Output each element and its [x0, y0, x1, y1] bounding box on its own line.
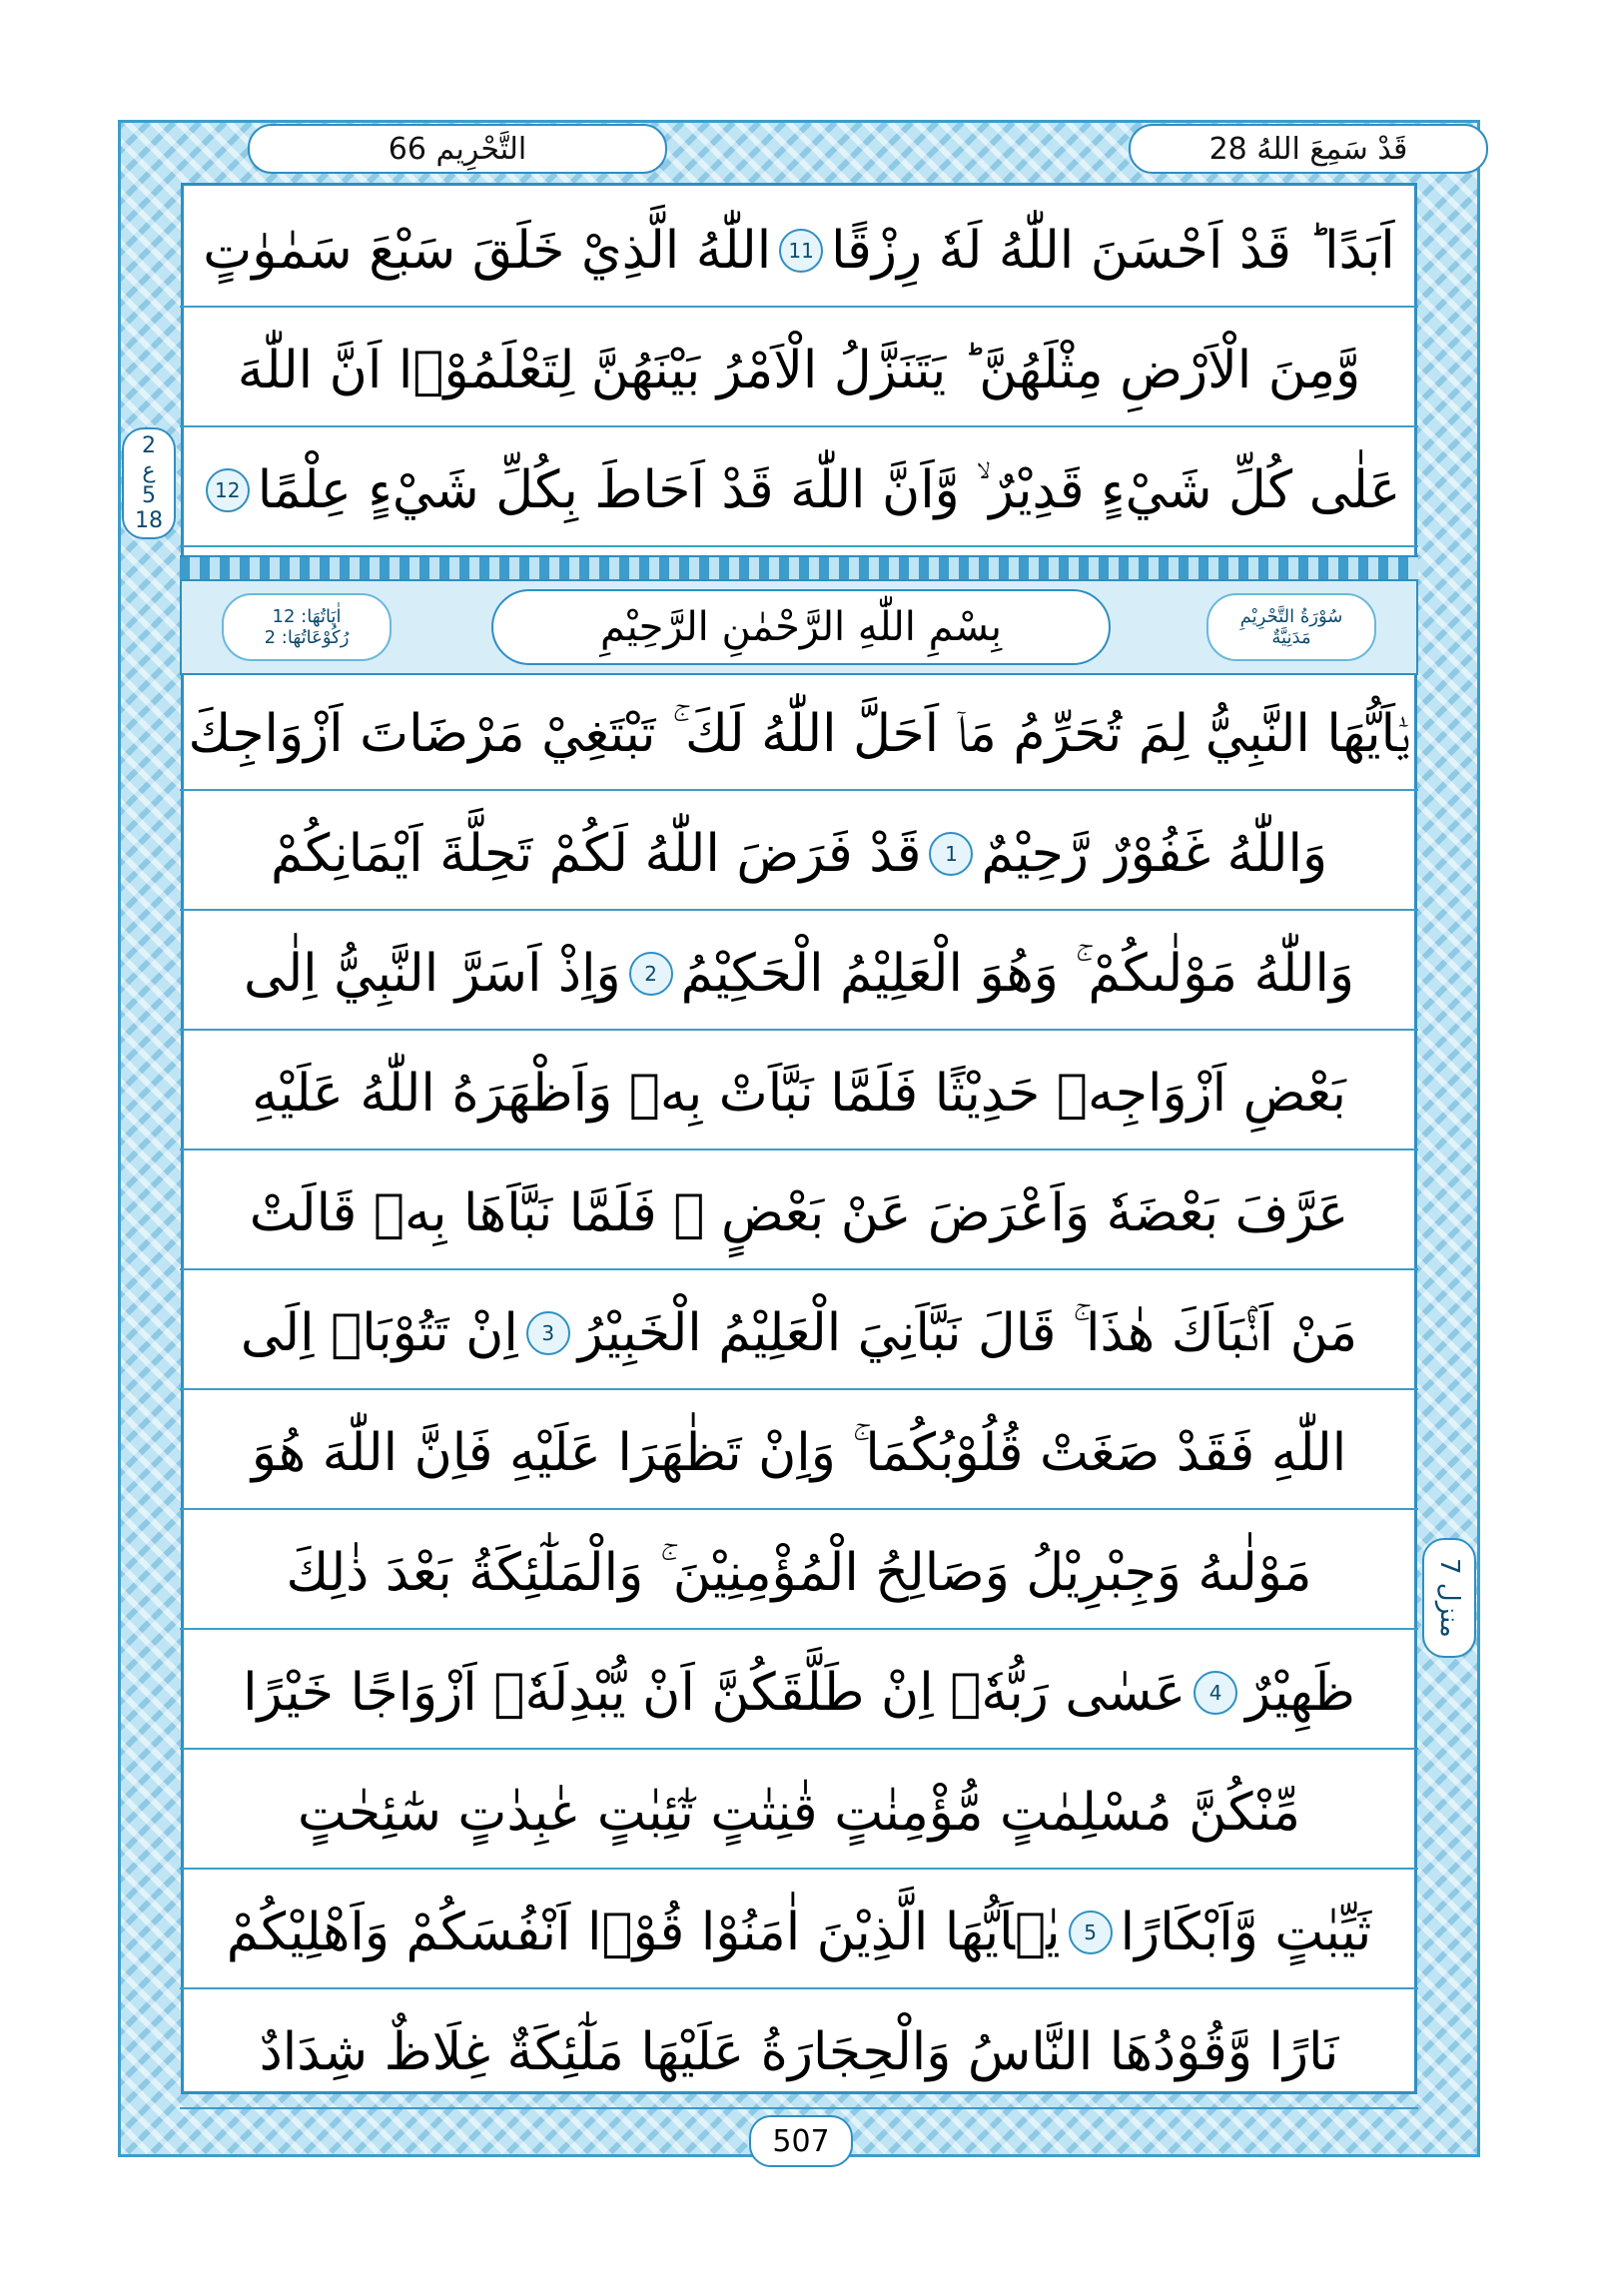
- line-text: وَاللّٰهُ مَوْلٰىكُمْ ۚ وَهُوَ الْعَلِيْمُ الْحَكِيْمُ: [680, 943, 1355, 1004]
- text-line: [180, 1039, 1418, 1150]
- ayah-marker: 11: [779, 229, 823, 273]
- bismillah: [491, 589, 1111, 665]
- ruku-side-note: [122, 427, 176, 539]
- line-text: اَبَدًا ؕ قَدْ اَحْسَنَ اللّٰهُ لَهٗ رِزْقًا: [831, 221, 1395, 281]
- ruku-mid: 5: [142, 483, 156, 508]
- ayah-marker: 2: [629, 952, 673, 996]
- surah-banner: [180, 579, 1418, 675]
- manzil-side-note: [1422, 1538, 1476, 1658]
- line-text: اللّٰهُ الَّذِيْ خَلَقَ سَبْعَ سَمٰوٰتٍ: [203, 221, 772, 281]
- text-line: [180, 1278, 1418, 1390]
- surah-counts-box: [222, 593, 392, 661]
- line-text: بَعْضِ اَزْوَاجِهٖ حَدِيْثًا فَلَمَّا نَبَّاَتْ بِهٖ وَاَظْهَرَهُ اللّٰهُ عَلَيْهِ: [252, 1064, 1346, 1124]
- text-line: [180, 919, 1418, 1031]
- line-text: يٰۤاَيُّهَا الَّذِيْنَ اٰمَنُوْا قُوْۤا اَنْفُسَكُمْ وَاَهْلِيْكُمْ: [226, 1903, 1061, 1962]
- ruku-count: رُكُوْعَاتُهَا: 2: [264, 627, 350, 648]
- text-line: [180, 1997, 1418, 2109]
- ayah-marker: 12: [206, 468, 250, 512]
- text-line: [180, 1758, 1418, 1870]
- line-text: اللّٰهِ فَقَدْ صَغَتْ قُلُوْبُكُمَا ۚ وَاِنْ تَظٰهَرَا عَلَيْهِ فَاِنَّ اللّٰهَ هُوَ: [251, 1422, 1347, 1483]
- text-line: [180, 196, 1418, 308]
- text-line: [180, 1878, 1418, 1989]
- juz-name-header: [1129, 124, 1488, 174]
- line-text: عَلٰى كُلِّ شَيْءٍ قَدِيْرٌ ۙ وَّاَنَّ اللّٰهَ قَدْ اَحَاطَ بِكُلِّ شَيْءٍ عِلْمًا: [257, 459, 1401, 520]
- text-line: [180, 1398, 1418, 1510]
- line-text: ثَيِّبٰتٍ وَّاَبْكَارًا: [1120, 1903, 1372, 1962]
- page-number-text: 507: [772, 2123, 830, 2159]
- surah-name-header: [248, 124, 667, 174]
- line-text: مِّنْكُنَّ مُسْلِمٰتٍ مُّؤْمِنٰتٍ قٰنِتٰتٍ تٰٓئِبٰتٍ عٰبِدٰتٍ سٰٓئِحٰتٍ: [298, 1783, 1300, 1843]
- text-line: [180, 316, 1418, 427]
- page-number: [749, 2115, 853, 2167]
- ayah-marker: 3: [526, 1311, 570, 1355]
- text-line: [180, 799, 1418, 911]
- surah-revelation: مَدَنِيَّةٌ: [1271, 627, 1311, 648]
- ayah-marker: 5: [1069, 1911, 1113, 1954]
- line-text: مَوْلٰىهُ وَجِبْرِيْلُ وَصَالِحُ الْمُؤْمِنِيْنَ ۚ وَالْمَلٰٓئِكَةُ بَعْدَ ذٰلِكَ: [286, 1542, 1312, 1603]
- surah-title: سُوْرَةُ التَّحْرِيْمِ: [1239, 606, 1343, 627]
- text-line: [180, 435, 1418, 547]
- ruku-top: 2: [142, 433, 156, 458]
- surah-info-box: [1206, 593, 1376, 661]
- text-line: [180, 1158, 1418, 1270]
- line-text: يٰۤاَيُّهَا النَّبِيُّ لِمَ تُحَرِّمُ مَاۤ اَحَلَّ اللّٰهُ لَكَ ۚ تَبْتَغِيْ مَرْضَاتَ اَزْوَاجِكَ: [188, 703, 1410, 764]
- surah-divider: [180, 555, 1418, 581]
- line-text: اِنْ تَتُوْبَاۤ اِلَى: [240, 1303, 518, 1363]
- text-line: [180, 1518, 1418, 1630]
- line-text: قَدْ فَرَضَ اللّٰهُ لَكُمْ تَحِلَّةَ اَيْمَانِكُمْ: [270, 824, 922, 884]
- line-text: وَاللّٰهُ غَفُوْرٌ رَّحِيْمٌ: [981, 824, 1328, 884]
- line-text: وَّمِنَ الْاَرْضِ مِثْلَهُنَّ ؕ يَتَنَزَّلُ الْاَمْرُ بَيْنَهُنَّ لِتَعْلَمُوْۤا اَنَّ اللّٰهَ: [237, 341, 1361, 400]
- line-text: نَارًا وَّقُوْدُهَا النَّاسُ وَالْحِجَارَةُ عَلَيْهَا مَلٰٓئِكَةٌ غِلَاظٌ شِدَادٌ: [259, 2022, 1339, 2082]
- line-text: مَنْ اَنْۢبَاَكَ هٰذَا ۚ قَالَ نَبَّاَنِيَ الْعَلِيْمُ الْخَبِيْرُ: [577, 1302, 1358, 1363]
- line-text: عَرَّفَ بَعْضَهٗ وَاَعْرَضَ عَنْ بَعْضٍ ۚ فَلَمَّا نَبَّاَهَا بِهٖ قَالَتْ: [249, 1183, 1349, 1243]
- text-line: [180, 1638, 1418, 1750]
- line-text: عَسٰى رَبُّهٗۤ اِنْ طَلَّقَكُنَّ اَنْ يُّبْدِلَهٗۤ اَزْوَاجًا خَيْرًا: [243, 1663, 1187, 1723]
- ruku-bottom: 18: [135, 508, 163, 533]
- surah-name-text: التَّحْرِيم 66: [388, 131, 527, 167]
- manzil-text: منزل 7: [1434, 1558, 1464, 1638]
- ayah-marker: 1: [929, 832, 973, 876]
- juz-name-text: قَدْ سَمِعَ اللهُ 28: [1208, 131, 1408, 167]
- bismillah-text: بِسْمِ اللّٰهِ الرَّحْمٰنِ الرَّحِيْمِ: [599, 604, 1003, 650]
- text-line: [180, 679, 1418, 791]
- ayat-count: اٰيَاتُهَا: 12: [272, 606, 342, 627]
- line-text: وَاِذْ اَسَرَّ النَّبِيُّ اِلٰى: [243, 944, 621, 1004]
- ruku-ain: ع: [142, 458, 156, 483]
- ayah-marker: 4: [1194, 1671, 1237, 1715]
- line-text: ظَهِيْرٌ: [1245, 1663, 1355, 1723]
